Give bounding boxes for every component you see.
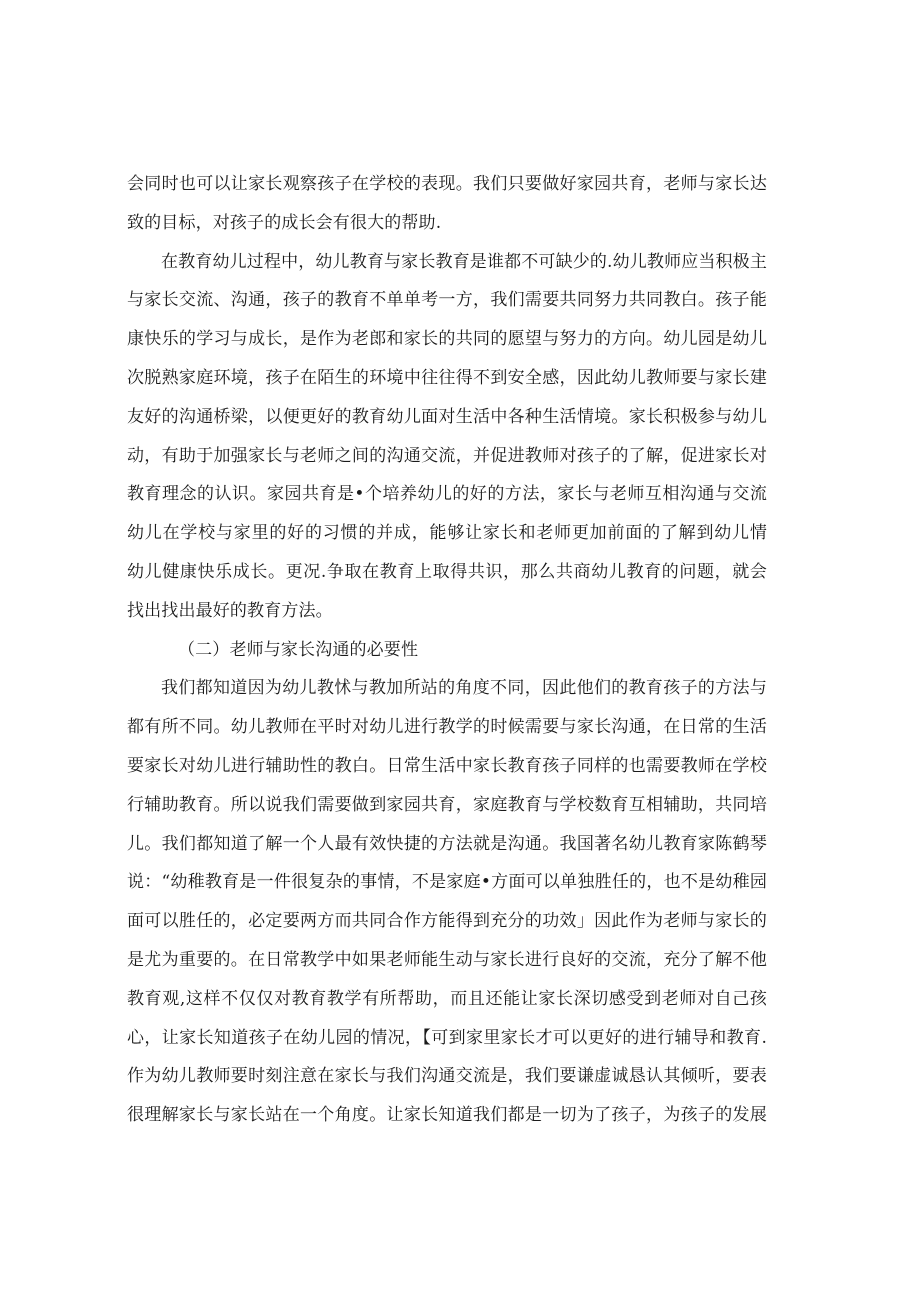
text-line: 作为幼儿教师要时刻注意在家长与我们沟通交流是，我们要谦虚诚恳认其倾听，要表	[127, 1066, 767, 1087]
text-line: 很理解家长与家长站在一个角度。让家长知道我们都是一切为了孩子，为孩子的发展	[127, 1105, 767, 1126]
text-line: 要家长对幼儿进行辅助性的教白。日常生活中家长教育孩子同样的也需要教师在学校	[127, 755, 767, 776]
paragraph-2	[127, 243, 767, 631]
text-line: 儿。我们都知道了解一个人最有效快捷的方法就是沟通。我国著名幼儿教育家陈鹤琴	[127, 833, 767, 854]
text-line: 致的目标，对孩子的成长会有很大的帮助.	[127, 212, 442, 233]
paragraph-1	[127, 165, 767, 243]
text-line: 我们都知道因为幼儿教怵与教加所站的角度不同，因此他们的教育孩子的方法与	[161, 678, 767, 699]
text-line: 是尤为重要的。在日常教学中如果老师能生动与家长进行良好的交流，充分了解不他	[127, 949, 767, 970]
text-line: 幼儿在学校与家里的好的习惯的并成，能够让家长和老师更加前面的了解到幼儿情	[127, 523, 767, 544]
text-line: 会同时也可以让家长观察孩子在学校的表现。我们只要做好家园共育，老师与家长达	[127, 174, 767, 194]
text-line: 友好的沟通桥梁，以便更好的教育幼儿面对生活中各种生活情境。家长积极参与幼儿	[127, 406, 767, 427]
text-line: 行辅助教育。所以说我们需要做到家园共育，家庭教育与学校数育互相辅助，共同培	[127, 794, 767, 815]
text-line: 康快乐的学习与成长，是作为老郎和家长的共同的愿望与努力的方向。幼儿园是幼儿	[127, 329, 767, 350]
text-line: 教育观,这样不仅仅对教育教学有所帮助，而且还能让家长深切感受到老师对自己孩	[127, 988, 767, 1009]
text-line: 心，让家长知道孩子在幼儿园的情况，【可到家里家长才可以更好的进行辅导和教育.	[127, 1027, 767, 1048]
text-line: 面可以胜任的，必定要两方而共同合作方能得到充分的功效」因此作为老师与家长的	[127, 911, 767, 932]
text-line: 说：“幼稚教育是一件很复杂的事情，不是家庭•方面可以单独胜任的，也不是幼稚园	[127, 872, 767, 893]
text-line: 教育理念的认识。家园共育是•个培养幼儿的好的方法，家长与老师互相沟通与交流	[127, 484, 767, 505]
text-line: 幼儿健康快乐成长。更况.争取在教育上取得共识，那么共商幼儿教育的问题，就会	[127, 561, 767, 582]
text-line: 都有所不同。幼儿教师在平时对幼儿进行教学的时候需要与家长沟通，在日常的生活	[127, 717, 767, 738]
text-line: 动，有助于加强家长与老师之间的沟通交流，并促进教师对孩子的了解，促进家长对	[127, 445, 767, 466]
text-line: 在教育幼儿过程中，幼儿教育与家长教育是谁都不可缺少的.幼儿教师应当积极主	[161, 251, 767, 272]
text-line: 找出找出最好的教育方法。	[127, 600, 333, 621]
document-body	[127, 165, 767, 1135]
text-line: 与家长交流、沟通，孩子的教育不单单考一方，我们需要共同努力共同教白。孩子能	[127, 290, 767, 311]
paragraph-3	[127, 669, 767, 1135]
section-heading: （二）老师与家长沟通的必要性	[178, 639, 419, 660]
text-line: 次脱熟家庭环境，孩子在陌生的环境中往往得不到安全感，因此幼儿教师要与家长建	[127, 367, 767, 388]
